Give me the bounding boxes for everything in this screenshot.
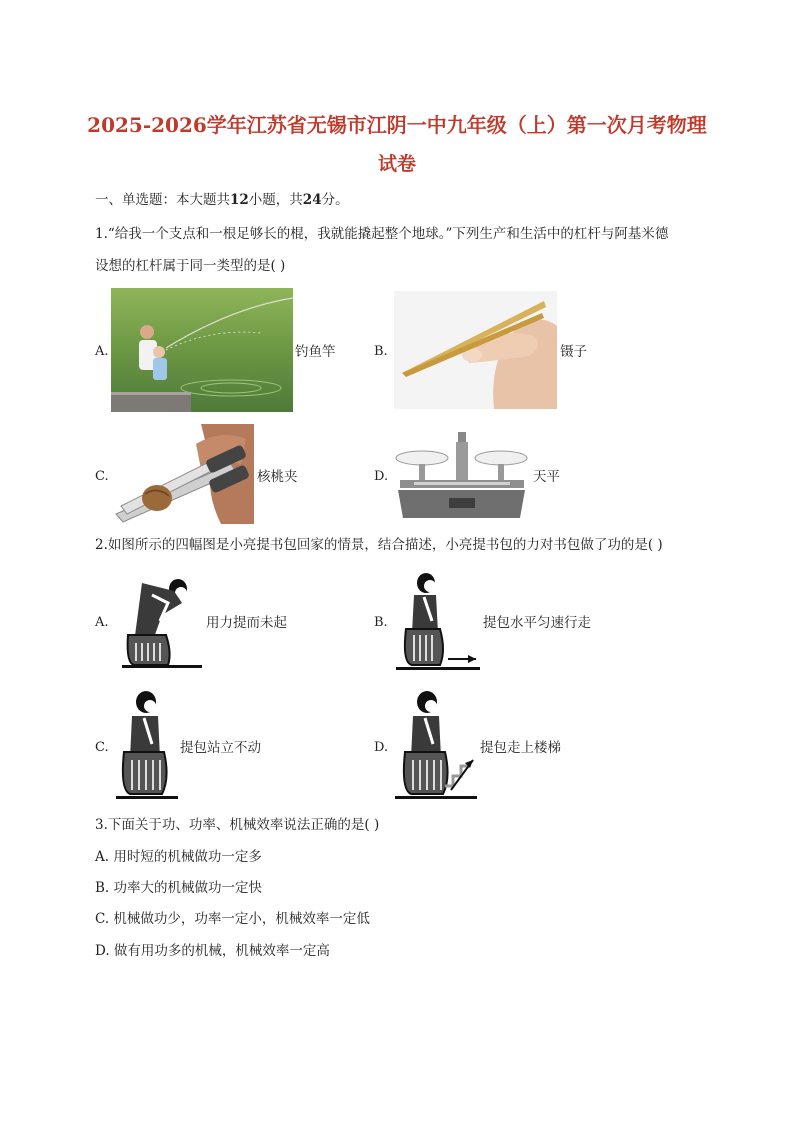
climb-stairs-figure [393, 690, 479, 800]
q1-option-c-letter: C. [95, 469, 109, 484]
q1-option-a-caption: 钓鱼竿 [295, 344, 336, 360]
q2-option-c-letter: C. [95, 740, 109, 755]
bent-lift-figure [112, 573, 206, 669]
walk-horizontal-figure [392, 571, 482, 671]
standing-still-figure [114, 690, 180, 800]
q1-option-d-letter: D. [374, 469, 389, 484]
q1-stem-line2: 设想的杠杆属于同一类型的是( ) [95, 258, 286, 274]
q2-option-d-caption: 提包走上楼梯 [480, 740, 561, 756]
q1-option-b-letter: B. [374, 344, 388, 359]
q1-stem-line1: 1.“给我一个支点和一根足够长的棍，我就能撬起整个地球。”下列生产和生活中的杠杆与阿基米德 [95, 226, 669, 242]
fishing-rod-photo [111, 288, 293, 412]
q2-option-c-caption: 提包站立不动 [180, 740, 261, 756]
q3-stem: 3.下面关于功、功率、机械效率说法正确的是( ) [95, 817, 380, 833]
q2-option-a-caption: 用力提而未起 [206, 615, 287, 631]
balance-scale-photo [394, 428, 529, 523]
q2-option-b-letter: B. [374, 615, 388, 630]
q3-option-b: B. 功率大的机械做功一定快 [95, 880, 263, 896]
tweezers-photo [394, 291, 557, 409]
q2-option-a-letter: A. [95, 615, 109, 630]
q2-option-d-letter: D. [374, 740, 389, 755]
q3-option-d: D. 做有用功多的机械，机械效率一定高 [95, 943, 330, 959]
q3-option-c: C. 机械做功少，功率一定小，机械效率一定低 [95, 911, 370, 927]
exam-title-line2: 试卷 [377, 153, 416, 175]
section-heading: 一、单选题：本大题共12小题，共24分。 [95, 192, 349, 208]
q1-option-a-letter: A. [95, 344, 109, 359]
nutcracker-photo [111, 424, 254, 524]
q3-option-a: A. 用时短的机械做功一定多 [95, 849, 262, 865]
q2-stem: 2.如图所示的四幅图是小亮提书包回家的情景，结合描述，小亮提书包的力对书包做了功的是( ) [95, 537, 663, 553]
q1-option-c-caption: 核桃夹 [257, 469, 298, 485]
exam-title-line1: 2025-2026学年江苏省无锡市江阴一中九年级（上）第一次月考物理 [87, 113, 707, 137]
q2-option-b-caption: 提包水平匀速行走 [483, 615, 591, 631]
q1-option-b-caption: 镊子 [560, 344, 587, 360]
q1-option-d-caption: 天平 [533, 469, 560, 485]
